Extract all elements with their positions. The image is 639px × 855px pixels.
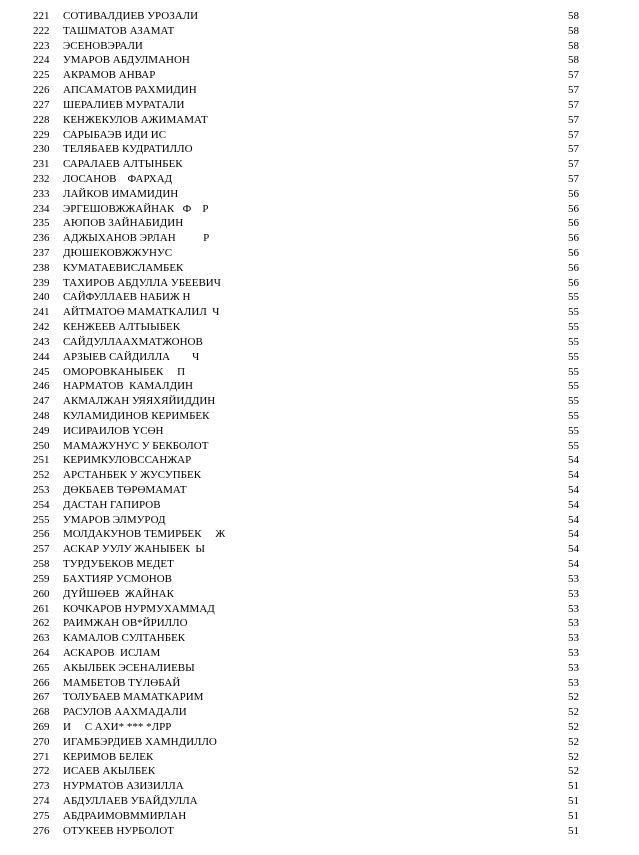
score-value: 56 bbox=[568, 247, 579, 259]
list-row bbox=[0, 824, 639, 839]
score-value: 58 bbox=[568, 39, 579, 52]
row-number: 238 bbox=[33, 261, 50, 274]
row-number: 236 bbox=[33, 232, 50, 245]
person-name: КЕНЖЕКУЛОВ АЖИМАМАТ bbox=[63, 113, 208, 126]
row-number: 254 bbox=[33, 498, 50, 511]
row-number: 268 bbox=[33, 706, 50, 719]
score-value: 57 bbox=[568, 128, 579, 141]
row-number: 276 bbox=[33, 824, 50, 837]
list-row bbox=[0, 246, 639, 261]
score-value: 55 bbox=[568, 350, 579, 363]
score-value: 55 bbox=[568, 395, 579, 408]
score-value: 53 bbox=[568, 572, 579, 585]
score-value: 52 bbox=[568, 735, 579, 748]
score-value: 55 bbox=[568, 365, 579, 378]
row-number: 249 bbox=[33, 424, 50, 437]
list-row bbox=[0, 320, 639, 335]
score-value: 58 bbox=[568, 10, 579, 22]
list-row bbox=[0, 365, 639, 380]
row-number: 272 bbox=[33, 765, 50, 778]
person-name: ТАШМАТОВ АЗАМАТ bbox=[63, 24, 175, 37]
row-number: 233 bbox=[33, 187, 50, 200]
list-row bbox=[0, 779, 639, 794]
list-row bbox=[0, 128, 639, 143]
list-row bbox=[0, 483, 639, 498]
score-value: 56 bbox=[568, 217, 579, 230]
person-name: АРСТАНБЕК У ЖУСУПБЕК bbox=[63, 469, 202, 482]
score-value: 56 bbox=[568, 202, 579, 215]
score-value: 55 bbox=[568, 424, 579, 437]
row-number: 250 bbox=[33, 439, 50, 452]
person-name: И С АХИ* *** *ЛРР bbox=[63, 721, 172, 733]
row-number: 244 bbox=[33, 350, 50, 363]
row-number: 235 bbox=[33, 217, 50, 230]
list-row bbox=[0, 527, 639, 542]
row-number: 260 bbox=[33, 587, 50, 600]
row-number: 242 bbox=[33, 321, 50, 334]
score-value: 54 bbox=[568, 558, 579, 571]
score-value: 54 bbox=[568, 528, 579, 541]
person-name: ИСИРАИЛОВ ҮСӨН bbox=[63, 424, 164, 437]
list-row bbox=[0, 9, 639, 24]
row-number: 239 bbox=[33, 276, 50, 289]
person-name: АРЗЫЕВ САЙДИЛЛА Ч bbox=[63, 350, 200, 363]
person-name: АСКАРОВ ИСЛАМ bbox=[63, 646, 161, 659]
person-name: АБДРАИМОВММИРЛАН bbox=[63, 809, 187, 822]
list-row bbox=[0, 142, 639, 157]
list-row bbox=[0, 453, 639, 468]
score-value: 57 bbox=[568, 158, 579, 171]
person-name: КУЛАМИДИНОВ КЕРИМБЕК bbox=[63, 409, 210, 422]
person-name: ЭСЕНОВЭРАЛИ bbox=[63, 39, 143, 52]
person-name: КЕРИМКУЛОВССАНЖАР bbox=[63, 454, 192, 467]
person-name: ЛАЙКОВ ИМАМИДИН bbox=[63, 187, 179, 200]
list-row bbox=[0, 513, 639, 528]
person-name: УМАРОВ ЭЛМУРОД bbox=[63, 513, 166, 526]
list-row bbox=[0, 24, 639, 39]
person-name: ИСАЕВ АКЫЛБЕК bbox=[63, 765, 156, 778]
score-value: 55 bbox=[568, 321, 579, 334]
person-name: ДҮЙШӨЕВ ЖАЙНАК bbox=[63, 587, 174, 600]
list-row bbox=[0, 439, 639, 454]
person-name: ОТУКЕЕВ НУРБОЛОТ bbox=[63, 824, 174, 837]
list-row bbox=[0, 409, 639, 424]
person-name: КУМАТАЕВИСЛАМБЕК bbox=[63, 261, 184, 274]
row-number: 245 bbox=[33, 365, 50, 378]
person-name: ШЕРАЛИЕВ МУРАТАЛИ bbox=[63, 98, 185, 111]
list-row bbox=[0, 305, 639, 320]
row-number: 222 bbox=[33, 24, 50, 37]
list-row bbox=[0, 587, 639, 602]
score-value: 55 bbox=[568, 291, 579, 304]
score-value: 57 bbox=[568, 143, 579, 156]
row-number: 274 bbox=[33, 795, 50, 808]
row-number: 264 bbox=[33, 646, 50, 659]
row-number: 270 bbox=[33, 735, 50, 748]
score-value: 53 bbox=[568, 617, 579, 630]
row-number: 230 bbox=[33, 143, 50, 156]
person-name: САРЫБАЭВ ИДИ ИС bbox=[63, 128, 167, 141]
list-row bbox=[0, 705, 639, 720]
row-number: 246 bbox=[33, 380, 50, 393]
list-row bbox=[0, 616, 639, 631]
score-value: 55 bbox=[568, 380, 579, 393]
person-name: МАМАЖУНУС У БЕКБОЛОТ bbox=[63, 439, 209, 452]
list-row bbox=[0, 631, 639, 646]
person-name: ОМОРОВКАНЫБЕК П bbox=[63, 365, 186, 378]
person-name: САЙФУЛЛАЕВ НАБИЖ Н bbox=[63, 291, 191, 304]
person-name: АКРАМОВ АНВАР bbox=[63, 69, 156, 82]
list-row bbox=[0, 39, 639, 54]
person-name: ТЕЛЯБАЕВ КУДРАТИЛЛО bbox=[63, 143, 193, 156]
person-name: АБДУЛЛАЕВ УБАЙДУЛЛА bbox=[63, 795, 198, 808]
person-name: АЙТМАТОӨ МАМАТКАЛИЛ Ч bbox=[63, 306, 220, 319]
row-number: 224 bbox=[33, 54, 50, 67]
row-number: 228 bbox=[33, 113, 50, 126]
person-name: НАРМАТОВ КАМАЛДИН bbox=[63, 380, 193, 393]
row-number: 226 bbox=[33, 84, 50, 97]
score-value: 52 bbox=[568, 750, 579, 763]
row-number: 266 bbox=[33, 676, 50, 689]
list-row bbox=[0, 424, 639, 439]
person-name: ЛОСАНОВ ФАРХАД bbox=[63, 172, 173, 185]
score-value: 58 bbox=[568, 54, 579, 67]
list-row bbox=[0, 809, 639, 824]
list-row bbox=[0, 187, 639, 202]
score-value: 55 bbox=[568, 409, 579, 422]
row-number: 263 bbox=[33, 632, 50, 645]
person-name: НУРМАТОВ АЗИЗИЛЛА bbox=[63, 780, 184, 793]
score-value: 57 bbox=[568, 84, 579, 97]
list-row bbox=[0, 394, 639, 409]
list-row bbox=[0, 764, 639, 779]
row-number: 257 bbox=[33, 543, 50, 556]
row-number: 265 bbox=[33, 661, 50, 674]
list-row bbox=[0, 794, 639, 809]
person-name: ЭРГЕШОВЖЖАЙНАК Ф Р bbox=[63, 202, 209, 215]
row-number: 252 bbox=[33, 469, 50, 482]
person-name: АКЫЛБЕК ЭСЕНАЛИЕВЫ bbox=[63, 661, 195, 674]
row-number: 275 bbox=[33, 809, 50, 822]
row-number: 269 bbox=[33, 721, 50, 733]
score-value: 57 bbox=[568, 113, 579, 126]
score-value: 56 bbox=[568, 276, 579, 289]
score-value: 52 bbox=[568, 765, 579, 778]
score-value: 53 bbox=[568, 676, 579, 689]
list-row bbox=[0, 379, 639, 394]
row-number: 256 bbox=[33, 528, 50, 541]
score-value: 58 bbox=[568, 24, 579, 37]
score-value: 51 bbox=[568, 780, 579, 793]
row-number: 225 bbox=[33, 69, 50, 82]
list-row bbox=[0, 690, 639, 705]
list-row bbox=[0, 68, 639, 83]
person-name: РАСУЛОВ ААХМАДАЛИ bbox=[63, 706, 187, 719]
person-name: АКМАЛЖАН УЯЯХЯЙИДДИН bbox=[63, 395, 216, 408]
list-row bbox=[0, 676, 639, 691]
list-row bbox=[0, 720, 639, 735]
row-number: 259 bbox=[33, 572, 50, 585]
score-value: 54 bbox=[568, 513, 579, 526]
person-name: ИГАМБЭРДИЕВ ХАМНДИЛЛО bbox=[63, 735, 217, 748]
person-name: КОЧКАРОВ НУРМУХАММАД bbox=[63, 602, 215, 615]
list-row bbox=[0, 661, 639, 676]
list-row bbox=[0, 290, 639, 305]
list-row bbox=[0, 202, 639, 217]
person-name: КЕНЖЕЕВ АЛТЫЫБЕК bbox=[63, 321, 181, 334]
person-name: МАМБЕТОВ ТҮЛӨБАЙ bbox=[63, 676, 181, 689]
list-row bbox=[0, 276, 639, 291]
list-row bbox=[0, 602, 639, 617]
score-value: 53 bbox=[568, 602, 579, 615]
score-value: 55 bbox=[568, 306, 579, 319]
person-name: РАИМЖАН ОВ*ЙРИЛЛО bbox=[63, 617, 188, 630]
list-row bbox=[0, 350, 639, 365]
person-name: УМАРОВ АБДУЛМАНОН bbox=[63, 54, 190, 67]
list-row bbox=[0, 335, 639, 350]
person-name: ДӨКБАЕВ ТӨРӨМАМАТ bbox=[63, 484, 187, 496]
row-number: 261 bbox=[33, 602, 50, 615]
score-value: 57 bbox=[568, 69, 579, 82]
list-row bbox=[0, 231, 639, 246]
row-number: 255 bbox=[33, 513, 50, 526]
score-value: 53 bbox=[568, 632, 579, 645]
score-value: 57 bbox=[568, 98, 579, 111]
person-name: АПСАМАТОВ РАХМИДИН bbox=[63, 84, 197, 97]
list-row bbox=[0, 216, 639, 231]
row-number: 237 bbox=[33, 247, 50, 259]
score-value: 53 bbox=[568, 646, 579, 659]
list-row bbox=[0, 468, 639, 483]
list-row bbox=[0, 157, 639, 172]
row-number: 241 bbox=[33, 306, 50, 319]
row-number: 221 bbox=[33, 10, 50, 22]
person-name: АЮПОВ ЗАЙНАБИДИН bbox=[63, 217, 184, 230]
row-number: 253 bbox=[33, 484, 50, 496]
score-value: 57 bbox=[568, 172, 579, 185]
person-name: ДАСТАН ГАПИРОВ bbox=[63, 498, 161, 511]
person-name: КЕРИМОВ БЕЛЕК bbox=[63, 750, 154, 763]
score-value: 51 bbox=[568, 809, 579, 822]
person-name: АСКАР УУЛУ ЖАНЫБЕК Ы bbox=[63, 543, 206, 556]
score-value: 52 bbox=[568, 706, 579, 719]
person-name: АДЖЫХАНОВ ЭРЛАН Р bbox=[63, 232, 210, 245]
score-value: 52 bbox=[568, 721, 579, 733]
score-value: 56 bbox=[568, 261, 579, 274]
person-name: САРАЛАЕВ АЛТЫНБЕК bbox=[63, 158, 183, 171]
list-row bbox=[0, 98, 639, 113]
row-number: 232 bbox=[33, 172, 50, 185]
person-name: ТУРДУБЕКОВ МЕДЕТ bbox=[63, 558, 174, 571]
score-value: 54 bbox=[568, 543, 579, 556]
row-number: 223 bbox=[33, 39, 50, 52]
row-number: 273 bbox=[33, 780, 50, 793]
row-number: 262 bbox=[33, 617, 50, 630]
person-name: ТОЛУБАЕВ МАМАТКАРИМ bbox=[63, 691, 204, 704]
score-value: 54 bbox=[568, 498, 579, 511]
list-row bbox=[0, 750, 639, 765]
score-value: 52 bbox=[568, 691, 579, 704]
score-value: 56 bbox=[568, 232, 579, 245]
score-value: 55 bbox=[568, 439, 579, 452]
row-number: 243 bbox=[33, 335, 50, 348]
person-name: ДЮШЕКОВЖЖУНУС bbox=[63, 247, 173, 259]
list-row bbox=[0, 542, 639, 557]
list-row bbox=[0, 53, 639, 68]
list-row bbox=[0, 557, 639, 572]
row-number: 227 bbox=[33, 98, 50, 111]
row-number: 271 bbox=[33, 750, 50, 763]
score-value: 54 bbox=[568, 484, 579, 496]
score-value: 54 bbox=[568, 454, 579, 467]
row-number: 229 bbox=[33, 128, 50, 141]
score-value: 51 bbox=[568, 824, 579, 837]
score-value: 54 bbox=[568, 469, 579, 482]
score-value: 55 bbox=[568, 335, 579, 348]
row-number: 251 bbox=[33, 454, 50, 467]
list-row bbox=[0, 572, 639, 587]
list-row bbox=[0, 261, 639, 276]
row-number: 258 bbox=[33, 558, 50, 571]
person-name: СОТИВАЛДИЕВ УРОЗАЛИ bbox=[63, 10, 199, 22]
person-name: ТАХИРОВ АБДУЛЛА УБЕЕВИЧ bbox=[63, 276, 221, 289]
score-value: 53 bbox=[568, 661, 579, 674]
row-number: 231 bbox=[33, 158, 50, 171]
list-row bbox=[0, 113, 639, 128]
list-row bbox=[0, 83, 639, 98]
row-number: 240 bbox=[33, 291, 50, 304]
score-value: 56 bbox=[568, 187, 579, 200]
row-number: 247 bbox=[33, 395, 50, 408]
score-value: 51 bbox=[568, 795, 579, 808]
row-number: 248 bbox=[33, 409, 50, 422]
person-name: БАХТИЯР УСМОНОВ bbox=[63, 572, 173, 585]
row-number: 267 bbox=[33, 691, 50, 704]
list-row bbox=[0, 172, 639, 187]
list-row bbox=[0, 498, 639, 513]
score-value: 53 bbox=[568, 587, 579, 600]
list-row bbox=[0, 646, 639, 661]
person-name: САЙДУЛЛААХМАТЖОНОВ bbox=[63, 335, 203, 348]
row-number: 234 bbox=[33, 202, 50, 215]
person-name: КАМАЛОВ СУЛТАНБЕК bbox=[63, 632, 186, 645]
ranking-list bbox=[0, 9, 639, 839]
person-name: МОЛДАКУНОВ ТЕМИРБЕК Ж bbox=[63, 528, 226, 541]
list-row bbox=[0, 735, 639, 750]
